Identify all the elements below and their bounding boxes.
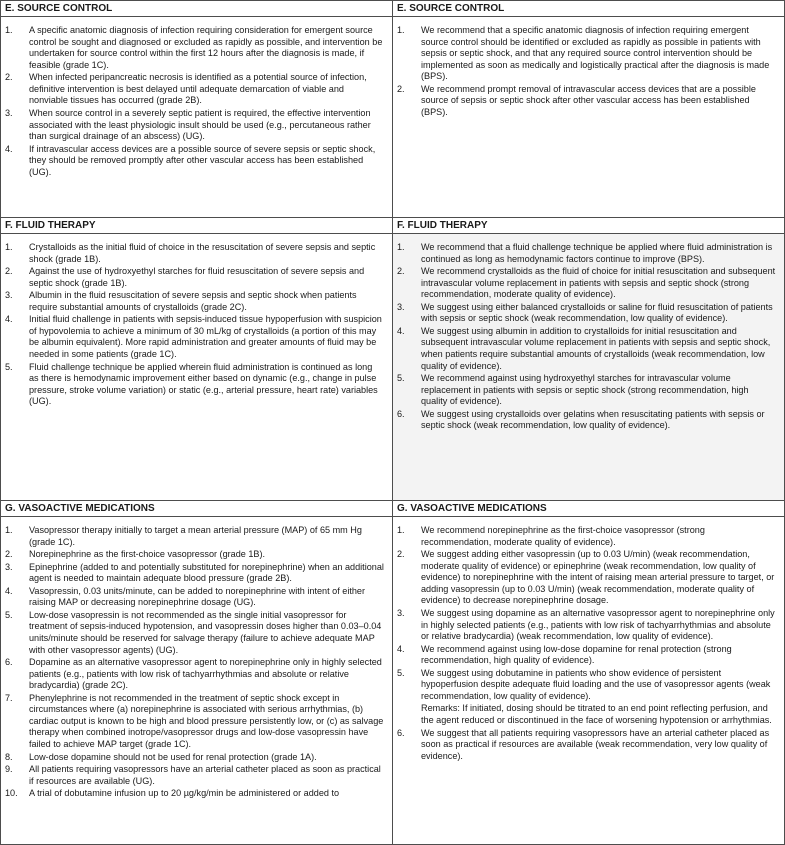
item-number: 6. [5, 656, 13, 667]
recommendation-list [397, 242, 776, 433]
recommendation-item [5, 788, 384, 800]
item-number: 5. [5, 609, 13, 620]
section-title: G. VASOACTIVE MEDICATIONS [393, 501, 784, 517]
recommendation-item [5, 586, 384, 609]
item-text: Vasopressin, 0.03 units/minute, can be added to norepinephrine with intent of either raising MAP or decreasing norepinephrine dosage (UG). [29, 585, 366, 608]
item-text: Crystalloids as the initial fluid of choice in the resuscitation of severe sepsis and septic shock (grade 1B). [29, 242, 376, 264]
item-number: 4. [5, 314, 13, 325]
item-number: 1. [5, 525, 13, 535]
recommendation-item [397, 373, 776, 408]
item-text: We suggest using dobutamine in patients who show evidence of persistent hypoperfusion despite adequate fluid loading and the use of vasopressor agents (weak recommendation, low quality of evidence). [421, 667, 771, 701]
item-text: We suggest using albumin in addition to crystalloids for initial resuscitation and subsequent intravascular volume replacement in patients with sepsis and septic shock, when patients require substantial amounts of crystalloids (weak recommendation, low quality of evidence). [421, 325, 771, 371]
recommendation-item [5, 562, 384, 585]
item-number: 5. [5, 361, 13, 372]
recommendation-item [5, 290, 384, 313]
item-number: 2. [5, 72, 13, 83]
section-title: F. FLUID THERAPY [1, 218, 392, 234]
item-text: When source control in a severely septic patient is required, the effective intervention associated with the least physiologic insult should be used (e.g., percutaneous rather than surgical drainage of an abscess) (UG). [29, 107, 371, 142]
section-title: F. FLUID THERAPY [393, 218, 784, 234]
item-text: If intravascular access devices are a possible source of severe sepsis or septic shock, they should be removed promptly after other vascular access has been established (UG). [29, 143, 376, 177]
recommendation-item [5, 266, 384, 289]
item-number: 1. [397, 525, 405, 535]
item-text: Low-dose dopamine should not be used for renal protection (grade 1A). [29, 751, 317, 762]
item-text: We suggest using dopamine as an alternative vasopressor agent to norepinephrine only in highly selected patients (e.g., patients with low risk of tachyarrhythmias and absolute or relative bradycardia) (weak recommendation, low quality of evidence). [421, 607, 775, 642]
recommendation-list [397, 25, 776, 120]
item-text: We recommend norepinephrine as the first-choice vasopressor (strong recommendation, moderate quality of evidence). [421, 525, 705, 547]
item-number: 7. [5, 692, 13, 703]
vasoactive-medications-2012-cell [0, 500, 393, 845]
source-control-2012-cell [0, 0, 393, 218]
fluid-therapy-2016-cell [392, 217, 785, 501]
item-number: 2. [397, 549, 405, 560]
item-text: We recommend crystalloids as the fluid of choice for initial resuscitation and subsequent intravascular volume replacement in patients with sepsis and septic shock (strong recommendation, moderate quality of evidence). [421, 266, 776, 300]
item-number: 2. [5, 549, 13, 560]
item-number: 1. [397, 25, 405, 35]
recommendation-item [397, 409, 776, 432]
recommendation-item [397, 668, 776, 727]
item-number: 4. [397, 643, 405, 654]
item-number: 1. [397, 242, 405, 252]
recommendation-item [5, 693, 384, 751]
item-number: 1. [5, 242, 13, 252]
recommendation-item [5, 144, 384, 179]
recommendation-item [5, 314, 384, 360]
recommendation-list [5, 242, 384, 409]
recommendation-item [5, 242, 384, 265]
recommendation-item [5, 72, 384, 107]
item-text: All patients requiring vasopressors have an arterial catheter placed as soon as practical if resources are available (UG). [29, 764, 381, 786]
recommendation-item [5, 610, 384, 656]
item-text: A specific anatomic diagnosis of infection requiring consideration for emergent source control be sought and diagnosed or excluded as rapidly as possible, and intervention be undertaken for source control within the first 12 hours after the diagnosis is made, if feasible (grade 1C). [29, 25, 383, 70]
recommendation-item [5, 549, 384, 561]
item-number: 3. [5, 290, 13, 301]
item-text: We suggest adding either vasopressin (up to 0.03 U/min) (weak recommendation, moderate quality of evidence) or epinephrine (weak recommendation, low quality of evidence) to norepinephrine with the intent of raising mean arterial pressure to target, or adding vasopressin (up to 0.03 U/min) (weak recommendation, moderate quality of evidence) to decrease norepinephrine dosage. [421, 549, 775, 606]
section-title: E. SOURCE CONTROL [1, 1, 392, 17]
item-text: We recommend prompt removal of intravascular access devices that are a possible source of sepsis or septic shock after other vascular access has been established (BPS). [421, 83, 756, 118]
item-number: 4. [5, 585, 13, 596]
recommendation-item [5, 25, 384, 71]
item-number: 6. [397, 408, 405, 419]
item-text: We recommend that a specific anatomic diagnosis of infection requiring emergent source control should be identified or excluded as rapidly as possible in patients with sepsis or septic shock, and that any required source control intervention should be implemented as soon as medically and logistically practical after the diagnosis is made (BPS). [421, 25, 770, 82]
item-number: 4. [5, 143, 13, 154]
item-text: We suggest using crystalloids over gelatins when resuscitating patients with sepsis or septic shock (weak recommendation, low quality of evidence). [421, 408, 765, 431]
source-control-2016-cell [392, 0, 785, 218]
item-number: 9. [5, 764, 13, 774]
item-number: 5. [397, 667, 405, 678]
item-text: Initial fluid challenge in patients with sepsis-induced tissue hypoperfusion with suspicion of hypovolemia to achieve a minimum of 30 mL/kg of crystalloids (a portion of this may be albumin equivalent). More rapid administration and greater amounts of fluid may be needed in some patients (grade 1C). [29, 314, 382, 360]
item-text: Fluid challenge technique be applied wherein fluid administration is continued as long as there is hemodynamic improvement either based on dynamic (e.g., change in pulse pressure, stroke volume variation) or static (e.g., arterial pressure, heart rate) variables (UG). [29, 361, 378, 407]
recommendation-item [397, 84, 776, 119]
recommendation-item [397, 25, 776, 83]
recommendation-item [5, 657, 384, 692]
item-text: Low-dose vasopressin is not recommended as the single initial vasopressor for treatment of sepsis-induced hypotension, and vasopressin doses higher than 0.03–0.04 units/minute should be reserved for salvage therapy (failure to achieve adequate MAP with other vasopressor agents) (UG). [29, 609, 382, 655]
item-text: We recommend against using hydroxyethyl starches for intravascular volume replacement in patients with sepsis or septic shock (strong recommendation, high quality of evidence). [421, 373, 749, 407]
recommendation-item [397, 525, 776, 548]
section-title: E. SOURCE CONTROL [393, 1, 784, 17]
recommendation-item [5, 108, 384, 143]
item-number: 2. [397, 83, 405, 94]
fluid-therapy-2012-cell [0, 217, 393, 501]
item-number: 4. [397, 325, 405, 336]
item-number: 3. [5, 107, 13, 118]
item-text: Vasopressor therapy initially to target a mean arterial pressure (MAP) of 65 mm Hg (grade 1C). [29, 525, 362, 547]
item-text: We recommend against using low-dose dopamine for renal protection (strong recommendation, high quality of evidence). [421, 643, 732, 666]
recommendation-item [397, 302, 776, 325]
recommendation-item [397, 266, 776, 301]
recommendation-item [397, 728, 776, 763]
item-text: A trial of dobutamine infusion up to 20 µg/kg/min be administered or added to [29, 788, 340, 799]
item-text: We suggest that all patients requiring vasopressors have an arterial catheter placed as soon as practical if resources are available (weak recommendation, very low quality of evidence). [421, 727, 770, 761]
vasoactive-medications-2016-cell [392, 500, 785, 845]
item-text: Dopamine as an alternative vasopressor agent to norepinephrine only in highly selected patients (e.g., patients with low risk of tachyarrhythmias and absolute or relative bradycardia) (grade 2C). [29, 656, 382, 691]
item-number: 8. [5, 751, 13, 762]
item-text: Norepinephrine as the first-choice vasopressor (grade 1B). [29, 549, 266, 560]
item-text: Epinephrine (added to and potentially substituted for norepinephrine) when an additional agent is needed to maintain adequate blood pressure (grade 2B). [29, 561, 384, 584]
recommendation-item [397, 608, 776, 643]
recommendation-item [5, 525, 384, 548]
recommendation-item [397, 242, 776, 265]
item-number: 3. [397, 607, 405, 618]
recommendation-item [5, 362, 384, 408]
item-number: 5. [397, 373, 405, 384]
item-number: 10. [5, 788, 18, 799]
item-number: 2. [397, 266, 405, 277]
item-text: Albumin in the fluid resuscitation of severe sepsis and septic shock when patients require substantial amounts of crystalloids (grade 2C). [29, 290, 357, 312]
item-number: 3. [397, 301, 405, 312]
item-remarks: Remarks: If initiated, dosing should be titrated to an end point reflecting perfusion, and the agent reduced or discontinued in the face of worsening hypotension or arrhythmias. [421, 703, 772, 726]
item-number: 3. [5, 561, 13, 572]
item-text: We recommend that a fluid challenge technique be applied where fluid administration is continued as long as hemodynamic factors continue to improve (BPS). [421, 242, 773, 264]
recommendation-list [397, 525, 776, 763]
recommendation-list [5, 25, 384, 179]
recommendation-item [397, 644, 776, 667]
item-text: When infected peripancreatic necrosis is identified as a potential source of infection, definitive intervention is best delayed until adequate demarcation of viable and nonviable tissues has occurred (grade 2B). [29, 72, 367, 106]
recommendation-item [397, 326, 776, 372]
recommendation-item [5, 764, 384, 787]
recommendation-item [5, 752, 384, 764]
item-number: 1. [5, 25, 13, 35]
recommendation-list [5, 525, 384, 801]
item-number: 2. [5, 266, 13, 277]
item-text: We suggest using either balanced crystalloids or saline for fluid resuscitation of patients with sepsis or septic shock (weak recommendation, low quality of evidence). [421, 301, 773, 324]
item-text: Phenylephrine is not recommended in the treatment of septic shock except in circumstances where (a) norepinephrine is associated with serious arrhythmias, (b) cardiac output is known to be high and blood pressure persistently low, or (c) as salvage therapy when combined inotrope/vasopressor drugs and low-dose vasopressin have failed to achieve MAP target (grade 1C). [29, 692, 384, 750]
item-text: Against the use of hydroxyethyl starches for fluid resuscitation of severe sepsis and septic shock (grade 1B). [29, 266, 365, 288]
item-number: 6. [397, 727, 405, 738]
section-title: G. VASOACTIVE MEDICATIONS [1, 501, 392, 517]
recommendation-item [397, 549, 776, 607]
